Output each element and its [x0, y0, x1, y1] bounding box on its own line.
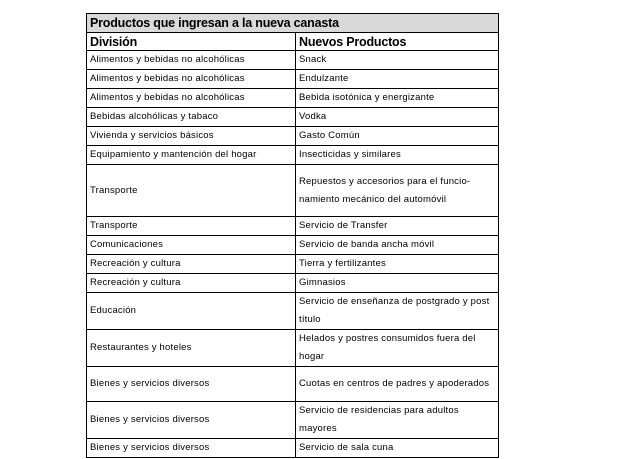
- cell-division: Bienes y servicios diversos: [87, 439, 296, 458]
- table-row: [87, 127, 499, 146]
- cell-producto: Repuestos y accesorios para el funcio-namiento mecánico del automóvil: [296, 165, 499, 217]
- cell-division: Recreación y cultura: [87, 255, 296, 274]
- cell-producto: Gasto Común: [296, 127, 499, 146]
- table-row: [87, 293, 499, 330]
- cell-division: Recreación y cultura: [87, 274, 296, 293]
- table-row: [87, 439, 499, 458]
- cell-producto: Servicio de sala cuna: [296, 439, 499, 458]
- table-row: [87, 367, 499, 402]
- cell-producto: Gimnasios: [296, 274, 499, 293]
- cell-producto: Servicio de Transfer: [296, 217, 499, 236]
- cell-producto: Helados y postres consumidos fuera del hogar: [296, 330, 499, 367]
- table-row: [87, 146, 499, 165]
- header-productos: Nuevos Productos: [296, 33, 499, 51]
- table-row: [87, 217, 499, 236]
- cell-division: Alimentos y bebidas no alcohólicas: [87, 89, 296, 108]
- table-row: [87, 70, 499, 89]
- productos-table: [86, 13, 499, 458]
- cell-division: Bienes y servicios diversos: [87, 367, 296, 402]
- table-row: [87, 51, 499, 70]
- table-row: [87, 255, 499, 274]
- table-row: [87, 402, 499, 439]
- cell-division: Bienes y servicios diversos: [87, 402, 296, 439]
- cell-producto: Insecticidas y similares: [296, 146, 499, 165]
- table-row: [87, 108, 499, 127]
- cell-producto: Servicio de enseñanza de postgrado y post título: [296, 293, 499, 330]
- header-division: División: [87, 33, 296, 51]
- cell-division: Alimentos y bebidas no alcohólicas: [87, 70, 296, 89]
- cell-producto: Cuotas en centros de padres y apoderados: [296, 367, 499, 402]
- cell-producto: Bebida isotónica y energizante: [296, 89, 499, 108]
- cell-producto: Servicio de banda ancha móvil: [296, 236, 499, 255]
- cell-division: Educación: [87, 293, 296, 330]
- cell-producto: Vodka: [296, 108, 499, 127]
- cell-producto: Servicio de residencias para adultos mayores: [296, 402, 499, 439]
- table-title-row: [87, 14, 499, 33]
- table-row: [87, 330, 499, 367]
- cell-division: Vivienda y servicios básicos: [87, 127, 296, 146]
- cell-division: Comunicaciones: [87, 236, 296, 255]
- cell-division: Alimentos y bebidas no alcohólicas: [87, 51, 296, 70]
- table-row: [87, 165, 499, 217]
- table-row: [87, 236, 499, 255]
- cell-division: Transporte: [87, 165, 296, 217]
- cell-division: Bebidas alcohólicas y tabaco: [87, 108, 296, 127]
- table-row: [87, 89, 499, 108]
- table-row: [87, 274, 499, 293]
- table-title: Productos que ingresan a la nueva canasta: [87, 14, 499, 33]
- cell-producto: Tierra y fertilizantes: [296, 255, 499, 274]
- cell-producto: Snack: [296, 51, 499, 70]
- cell-division: Restaurantes y hoteles: [87, 330, 296, 367]
- cell-division: Transporte: [87, 217, 296, 236]
- cell-division: Equipamiento y mantención del hogar: [87, 146, 296, 165]
- cell-producto: Endulzante: [296, 70, 499, 89]
- table-header-row: [87, 33, 499, 51]
